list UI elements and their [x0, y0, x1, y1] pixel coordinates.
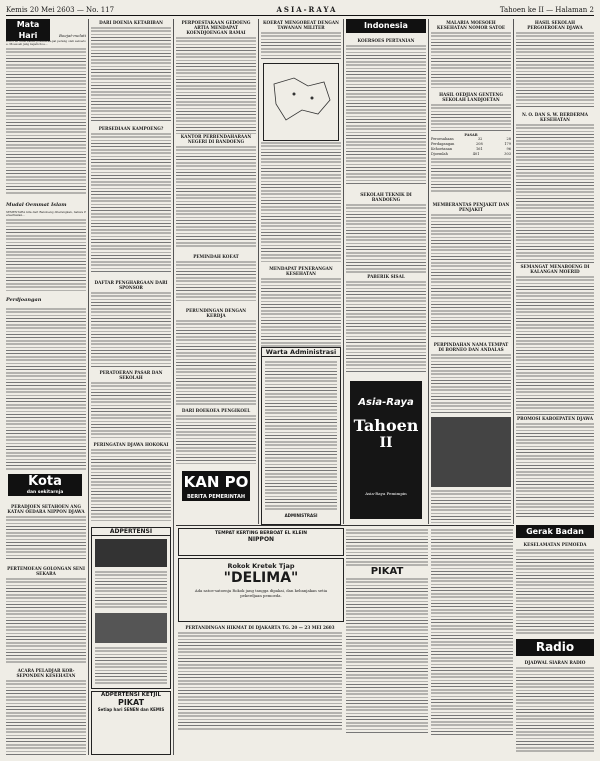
headline: PERSEDIAAN KAMPOENG? [98, 126, 164, 131]
section-title: Perdjoangan [6, 297, 42, 303]
radio-banner: Radio [516, 639, 594, 656]
headline: PERTANDINGAN HIKMAT DI DJAKARTA TG. 20 — 23 MEI 2603 [185, 625, 335, 630]
column-6 [431, 19, 514, 524]
indonesia-banner: Indonesia [346, 19, 426, 33]
headline: ACARA PELADJAR KOR-SEPONDEN KESEHATAN [16, 668, 76, 678]
kan-po-banner [182, 471, 250, 511]
article [261, 265, 341, 345]
text-lines [176, 414, 256, 464]
table-cell: Djoemlah [431, 152, 448, 156]
map-illustration [263, 63, 339, 141]
article [516, 415, 594, 521]
kan-po-subtitle: BERITA PEMERINTAH [182, 493, 250, 501]
article [176, 307, 256, 405]
article [176, 19, 256, 131]
text-lines [431, 157, 511, 193]
headline: SEKOLAH TEKNIK DI BANDOENG [360, 192, 412, 202]
text-lines [516, 422, 594, 518]
text-lines [346, 203, 426, 273]
headline: PERPINDAHAN NAMA TEMPAT DI BORNEO DAN ANDALAS [433, 342, 509, 352]
masthead-title: ASIA-RAYA [276, 5, 338, 14]
kota-subtitle: dan sekitarnja [8, 490, 82, 496]
text-lines [431, 31, 511, 89]
article [6, 503, 86, 563]
column-2 [91, 19, 174, 755]
advert-box [91, 527, 171, 689]
table-cell: 96 [506, 147, 511, 151]
article [91, 369, 171, 439]
pikat-title: PIKAT [370, 566, 404, 577]
text-lines [431, 489, 511, 523]
text-lines [176, 145, 256, 249]
article-photo [431, 417, 511, 487]
headline: DJADWAL SIARAN RADIO [524, 660, 586, 665]
warta-title: Warta Administrasi [262, 348, 340, 357]
subtitle: Boejat-melati [58, 33, 86, 38]
gerak-badan-banner: Gerak Badan [516, 525, 594, 538]
article [516, 541, 594, 637]
rokok-desc: Ada satoe-satoenja Rokok jang tangga dipakai, dan kebanjakan setia pekerdjaan pemoeda. [194, 588, 328, 598]
article [431, 341, 511, 521]
headline: PEMINDAH KOEAT [193, 254, 239, 259]
advert-title: TEMPAT KERTING BERBOAT EL KLEIN [214, 531, 308, 536]
article [91, 19, 171, 123]
headline: PERINGATAN DJAWA HOKOKAI [93, 442, 169, 447]
text-lines [91, 291, 171, 367]
article-lead: HARI ini diberitakan poenka-ka-pal perang oleh sekoetoe. Moesoeh jang kejam itoe... [6, 39, 86, 47]
text-lines [178, 631, 342, 731]
headline: PERUNDINGAN DENGAN KERDJA [185, 308, 247, 318]
headline: SEMANGAT MENABOENG DI KALANGAN MOERID [520, 264, 590, 274]
table-cell: 401 [472, 152, 480, 156]
advert-title: ADPERTENSI [92, 528, 170, 536]
headline: MENDAPAT PENERANGAN KESEHATAN [269, 266, 333, 276]
text-lines [6, 218, 86, 292]
headline: KOERSOES PERTANIAN [357, 38, 415, 43]
headline: PERTEMOEAN GOLONGAN SENI SEKARA [7, 566, 85, 576]
radio-banner-wrap [516, 639, 594, 657]
masthead [6, 4, 594, 16]
table-cell: 208 [476, 142, 483, 146]
ad-number: II [379, 435, 393, 451]
headline: KESELAMATAN PEMOEDA [523, 542, 587, 547]
text-lines [91, 381, 171, 439]
text-lines [265, 360, 337, 510]
headline: DARI BOEKOEA PENGIKOEL [181, 408, 251, 413]
headline: DARI DOENIA KETABIBAN [99, 20, 163, 25]
advert-subtitle: NIPPON [247, 536, 275, 543]
table-cell: 179 [504, 142, 511, 146]
text-lines [516, 123, 594, 263]
divider [176, 525, 514, 526]
article [516, 111, 594, 261]
text-lines [261, 277, 341, 347]
text-lines [431, 353, 511, 415]
article [261, 19, 341, 59]
text-lines [431, 103, 511, 133]
delima-rokok-advert [178, 558, 344, 622]
headline: PROMOSI KABOEPATEN DJAWA [517, 416, 593, 421]
text-lines [346, 44, 426, 186]
text-lines [6, 515, 86, 561]
headline: HASIL OEDJIAN GENTENG SEKOLAH LANDJOETAN [439, 92, 503, 102]
ad-title: Asia-Raya [358, 397, 414, 408]
article [176, 253, 256, 305]
text-lines [516, 275, 594, 415]
article-text [6, 40, 86, 200]
article [516, 263, 594, 413]
masthead-date: Kemis 20 Mei 2603 — No. 117 [6, 5, 115, 14]
text-lines [6, 307, 86, 470]
headline: N. O. DAN S. W. BERDERMA KESEHATAN [521, 112, 589, 122]
text-lines [431, 213, 511, 337]
headline: PERPOESTAKAAN GEDOENG ARTIA MENDAPAT KOENDJOENGAN RAMAI [181, 20, 251, 35]
text-lines [176, 319, 256, 407]
headline: DAFTAR PENGHARGAAN DARI SPONSOR [94, 280, 168, 290]
headline: MEMBERANTAS PENJAKIT DAN PENJAKIT [432, 202, 510, 212]
warta-administrasi-box [261, 347, 341, 525]
radio-schedule [516, 659, 594, 755]
kan-po-title: KAN PO [183, 473, 249, 491]
headline: HASIL SEKOLAH PERGOEROEAN DJAWA [527, 20, 583, 30]
article [6, 667, 86, 755]
text-lines [431, 528, 513, 736]
text-lines [6, 47, 86, 195]
article-text [6, 307, 86, 470]
text-lines [176, 36, 256, 134]
text-lines [91, 448, 171, 522]
article [346, 273, 426, 377]
pikat-classifieds [346, 528, 428, 736]
boejat-melati [6, 33, 86, 38]
headline: PERADJOEN SETAHOEN ANG KATAN OEDARA NIPPON DJAWA [7, 504, 85, 514]
headline: KOERAT MENGOBEAT DENGAN TAWANAN MILITER [263, 20, 339, 30]
table-cell: 28 [506, 137, 511, 141]
sports-results [178, 624, 342, 736]
text-lines [261, 141, 341, 263]
table-cell: 303 [504, 152, 511, 156]
article [431, 201, 511, 339]
advert-text [95, 646, 167, 684]
ad-footer: Asia-Raya Pemimpin [365, 491, 407, 496]
article [261, 141, 341, 263]
headline: PABERIK SISAL [367, 274, 405, 279]
small-ads-title: ADPERTENSI KETJIL [100, 692, 161, 698]
article-lead: SEMENTARA kita dari Bandoeng diterangkan, bahwa Perserikatan... [6, 210, 86, 218]
advert-image [95, 613, 167, 643]
rokok-line: Rokok Kretek Tjap [227, 562, 295, 570]
map-drawing [264, 64, 338, 140]
article [346, 37, 426, 189]
table-title: PASAR [464, 133, 478, 137]
article [176, 133, 256, 251]
article [91, 279, 171, 367]
warta-footer: ADMINISTRASI [284, 513, 318, 518]
table-cell: Kehoetanan [431, 147, 453, 151]
small-ads-box [91, 691, 171, 755]
table-cell: 32 [477, 137, 483, 141]
small-ads-note: Setiap hari SENEN dan KEMIS [97, 707, 165, 712]
section-title: Mudal Oemmat Islam [6, 202, 67, 208]
article [431, 19, 511, 89]
table-cell: 161 [475, 147, 483, 151]
column-5 [346, 19, 429, 524]
section-heading [6, 297, 86, 305]
kota-title: Kota [8, 474, 82, 490]
text-lines [91, 132, 171, 274]
headline: PERATOERAN PASAR DAN SEKOLAH [99, 370, 163, 380]
classifieds [431, 528, 513, 736]
statistics-table [431, 137, 511, 157]
rokok-brand: "DELIMA" [223, 570, 299, 586]
section-heading [6, 202, 86, 210]
text-lines [516, 548, 594, 634]
article [91, 125, 171, 277]
article [91, 441, 171, 525]
headline: KANTOR PERBENDAHARAAN NEGERI DI BANDOENG [180, 134, 252, 144]
top-advert [178, 528, 344, 556]
article [516, 19, 594, 109]
headline: MALARIA MOESOEH KESEHATAN NOMOR SATOE [436, 20, 506, 30]
text-lines [6, 577, 86, 665]
ad-subtitle: Tahoen [353, 416, 419, 435]
advert-image [95, 539, 167, 567]
table-cell: Perdagangan [431, 142, 455, 146]
article [346, 191, 426, 271]
small-ads-subtitle: PIKAT [117, 698, 145, 707]
column-7 [516, 19, 594, 755]
gerak-badan-banner-wrap [516, 525, 594, 539]
kota-banner [8, 474, 82, 498]
text-lines [516, 666, 594, 752]
table-cell: Peroesahaan [431, 137, 454, 141]
column-1 [6, 19, 89, 755]
indonesia-banner-wrap [346, 19, 426, 35]
text-lines [176, 260, 256, 302]
text-lines [346, 577, 428, 733]
text-lines [516, 31, 594, 109]
asia-raya-anniversary-ad [350, 381, 422, 519]
column-3 [176, 19, 259, 524]
text-lines [346, 528, 428, 566]
masthead-page: Tahoen ke II — Halaman 2 [499, 5, 594, 14]
text-lines [346, 280, 426, 374]
mata-hari-banner: Mata Hari [6, 19, 50, 41]
article [6, 565, 86, 665]
article [176, 407, 256, 467]
text-lines [6, 679, 86, 755]
text-lines [261, 31, 341, 59]
article [431, 91, 511, 199]
article-text [6, 211, 86, 295]
advert-text [95, 570, 167, 610]
text-lines [91, 26, 171, 122]
column-4 [261, 19, 344, 524]
